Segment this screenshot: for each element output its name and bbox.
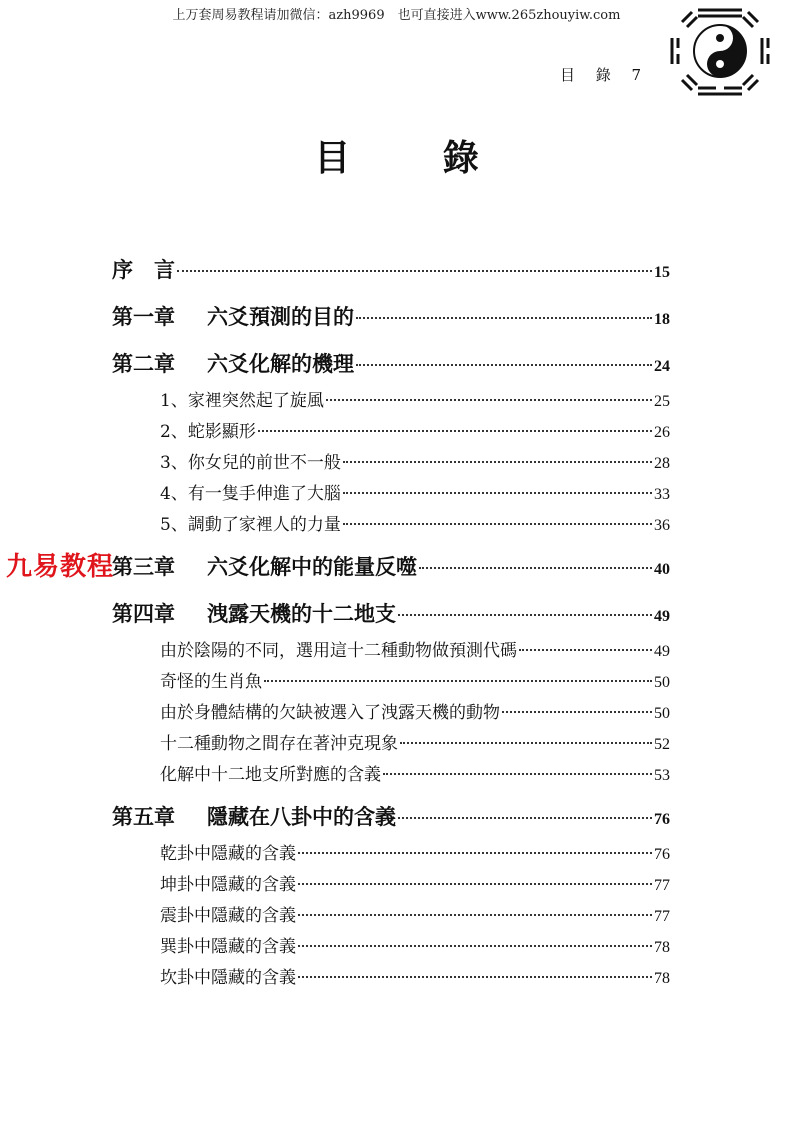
toc-item[interactable] [112, 479, 670, 503]
toc-chapter-1[interactable] [112, 301, 670, 331]
leader-dots [326, 399, 652, 401]
toc-item-label: 4、有一隻手伸進了大腦 [160, 484, 341, 504]
page-number: 77 [654, 908, 670, 925]
toc-item[interactable] [112, 417, 670, 441]
chapter-heading [112, 801, 396, 831]
leader-dots [298, 883, 652, 885]
page-number: 40 [654, 561, 670, 578]
toc-item[interactable] [112, 667, 670, 691]
chapter-title: 六爻預測的目的 [207, 304, 354, 329]
chapter-heading [112, 551, 417, 581]
page-number: 18 [654, 311, 670, 328]
toc-item[interactable] [112, 448, 670, 472]
chapter-heading [112, 348, 354, 378]
leader-dots [298, 976, 652, 978]
page-number: 53 [654, 767, 670, 784]
page-number: 77 [654, 877, 670, 894]
toc-item[interactable] [112, 636, 670, 660]
leader-dots [343, 492, 652, 494]
leader-dots [298, 945, 652, 947]
toc-chapter-5[interactable] [112, 801, 670, 831]
toc-item-label: 5、調動了家裡人的力量 [160, 515, 341, 535]
leader-dots [298, 914, 652, 916]
chapter-heading [112, 301, 354, 331]
page-number: 26 [654, 424, 670, 441]
chapter-number: 第四章 [112, 601, 175, 626]
leader-dots [356, 364, 652, 366]
leader-dots [398, 614, 652, 616]
toc-preface-label: 序 言 [112, 257, 175, 282]
toc-item[interactable] [112, 760, 670, 784]
page-number: 78 [654, 939, 670, 956]
toc-item[interactable] [112, 901, 670, 925]
toc-item-label: 坤卦中隱藏的含義 [160, 875, 296, 895]
page-number: 49 [654, 643, 670, 660]
toc-item[interactable] [112, 963, 670, 987]
leader-dots [298, 852, 652, 854]
toc-item-label: 乾卦中隱藏的含義 [160, 844, 296, 864]
toc-item-label: 由於陰陽的不同，選用這十二種動物做預測代碼 [160, 641, 517, 661]
page-number: 52 [654, 736, 670, 753]
page-number: 25 [654, 393, 670, 410]
chapter-title: 洩露天機的十二地支 [207, 601, 396, 626]
leader-dots [258, 430, 652, 432]
toc-item[interactable] [112, 698, 670, 722]
leader-dots [398, 817, 652, 819]
toc-item-label: 3、你女兒的前世不一般 [160, 453, 341, 473]
page-number: 76 [654, 811, 670, 828]
watermark-left: 九易教程 [6, 552, 115, 582]
page-title: 目 錄 [314, 137, 519, 179]
toc-chapter-4[interactable] [112, 598, 670, 628]
page-number: 49 [654, 608, 670, 625]
toc-item[interactable] [112, 729, 670, 753]
page-number: 24 [654, 358, 670, 375]
leader-dots [343, 461, 652, 463]
running-head: 目 錄 7 [560, 66, 650, 84]
toc-chapter-2[interactable] [112, 348, 670, 378]
page-number: 50 [654, 674, 670, 691]
toc-preface[interactable] [112, 254, 670, 284]
leader-dots [264, 680, 652, 682]
bagua-taiji-icon [660, 0, 780, 102]
page-number: 36 [654, 517, 670, 534]
toc-item-label: 奇怪的生肖魚 [160, 672, 262, 692]
page-number: 28 [654, 455, 670, 472]
table-of-contents [112, 254, 670, 987]
leader-dots [502, 711, 652, 713]
leader-dots [177, 270, 652, 272]
leader-dots [356, 317, 652, 319]
page-number: 15 [654, 264, 670, 281]
watermark-top: 上万套周易教程请加微信：azh9969 也可直接进入www.265zhouyiw.com [172, 8, 621, 23]
toc-item-label: 1、家裡突然起了旋風 [160, 391, 324, 411]
leader-dots [400, 742, 652, 744]
chapter-title: 六爻化解的機理 [207, 351, 354, 376]
toc-item-label: 震卦中隱藏的含義 [160, 906, 296, 926]
chapter-number: 第二章 [112, 351, 175, 376]
leader-dots [519, 649, 652, 651]
toc-chapter-3[interactable] [112, 551, 670, 581]
toc-item[interactable] [112, 386, 670, 410]
chapter-number: 第三章 [112, 554, 175, 579]
page-number: 78 [654, 970, 670, 987]
toc-item[interactable] [112, 870, 670, 894]
toc-item[interactable] [112, 510, 670, 534]
toc-item-label: 巽卦中隱藏的含義 [160, 937, 296, 957]
chapter-title: 六爻化解中的能量反噬 [207, 554, 417, 579]
toc-item[interactable] [112, 839, 670, 863]
toc-item-label: 十二種動物之間存在著沖克現象 [160, 734, 398, 754]
leader-dots [419, 567, 652, 569]
chapter-title: 隱藏在八卦中的含義 [207, 804, 396, 829]
toc-item[interactable] [112, 932, 670, 956]
chapter-number: 第一章 [112, 304, 175, 329]
chapter-number: 第五章 [112, 804, 175, 829]
leader-dots [383, 773, 652, 775]
toc-item-label: 2、蛇影顯形 [160, 422, 256, 442]
chapter-heading [112, 598, 396, 628]
toc-item-label: 坎卦中隱藏的含義 [160, 968, 296, 988]
leader-dots [343, 523, 652, 525]
page-number: 33 [654, 486, 670, 503]
page-number: 50 [654, 705, 670, 722]
toc-item-label: 化解中十二地支所對應的含義 [160, 765, 381, 785]
page-number: 76 [654, 846, 670, 863]
toc-item-label: 由於身體結構的欠缺被選入了洩露天機的動物 [160, 703, 500, 723]
